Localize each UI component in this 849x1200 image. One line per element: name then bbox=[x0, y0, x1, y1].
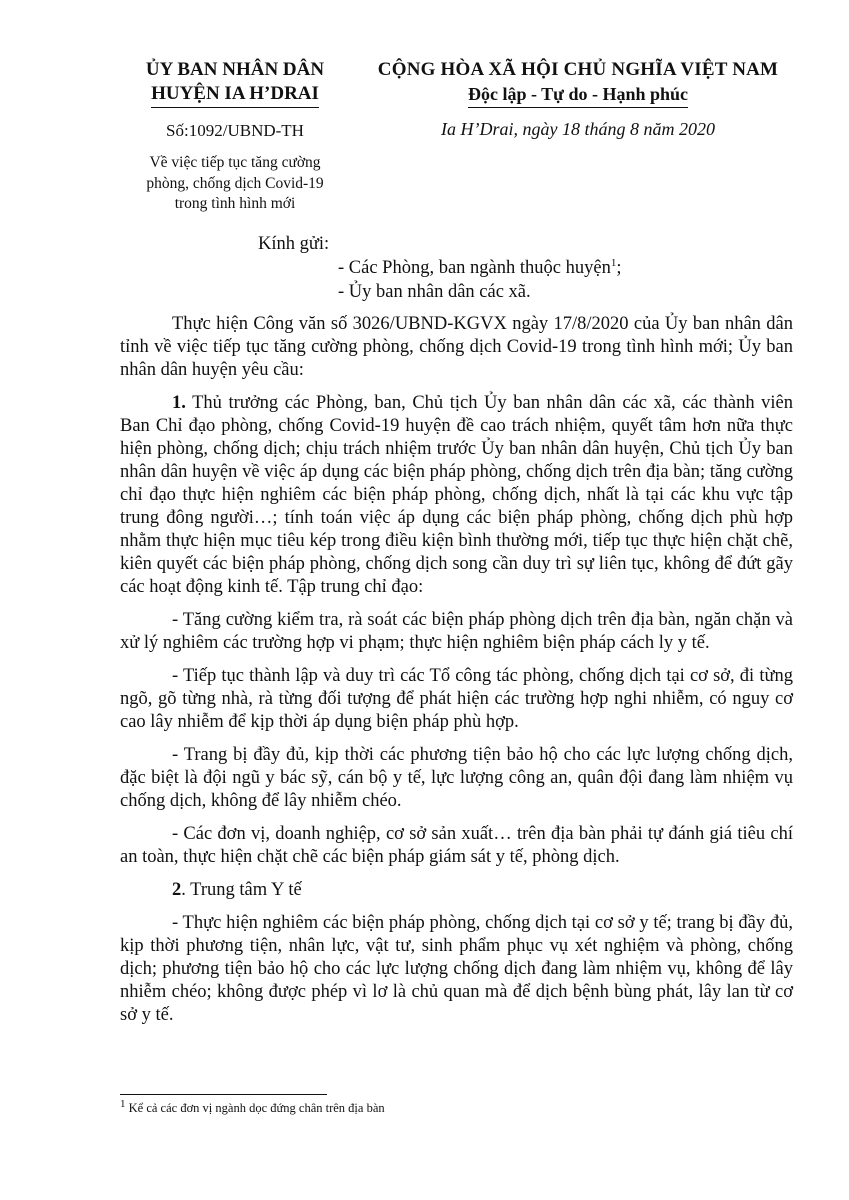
section-number: 2 bbox=[172, 880, 182, 900]
section-text: . Trung tâm Y tế bbox=[181, 880, 302, 900]
document-subject bbox=[112, 153, 358, 215]
recipient-text: - Các Phòng, ban ngành thuộc huyện bbox=[338, 258, 611, 278]
bullet-paragraph: - Thực hiện nghiêm các biện pháp phòng, chống dịch tại cơ sở y tế; trang bị đầy đủ, kịp thời phương tiện, nhân lực, vật tư, sinh phẩm phục vụ xét nghiệm và phòng, chống dịch; phương tiện bảo hộ cho các lực lượng chống dịch đang làm nhiệm vụ, không để lây nhiễm chéo; không được phép vì lơ là chủ quan mà để dịch bệnh bùng phát, lây lan từ cơ sở y tế. bbox=[120, 913, 793, 1025]
date-line: Ia H’Drai, ngày 18 tháng 8 năm 2020 bbox=[441, 119, 715, 139]
section-number: 1. bbox=[172, 393, 186, 413]
greeting: Kính gửi: bbox=[258, 234, 330, 254]
bullet-paragraph: - Tăng cường kiểm tra, rà soát các biện pháp phòng dịch trên địa bàn, ngăn chặn và xử lý nghiêm các trường hợp vi phạm; thực hiện nghiêm biện pháp cách ly y tế. bbox=[120, 610, 793, 653]
recipient-item: - Ủy ban nhân dân các xã. bbox=[338, 282, 531, 302]
bullet-paragraph: - Các đơn vị, doanh nghiệp, cơ sở sản xuất… trên địa bàn phải tự đánh giá tiêu chí an toàn, thực hiện chặt chẽ các biện pháp giám sát y tế, phòng dịch. bbox=[120, 824, 793, 867]
footnote bbox=[120, 1097, 385, 1116]
authority-line-1: ỦY BAN NHÂN DÂN bbox=[145, 59, 325, 80]
footnote-text: Kể cả các đơn vị ngành dọc đứng chân trên địa bàn bbox=[125, 1101, 385, 1115]
section-text: Thủ trưởng các Phòng, ban, Chủ tịch Ủy ban nhân dân các xã, các thành viên Ban Chỉ đạo phòng, chống Covid-19 huyện đề cao trách nhiệm, quyết tâm hơn nữa thực hiện phòng, chống dịch; chịu trách nhiệm trước Ủy ban nhân dân huyện, Chủ tịch Ủy ban nhân dân huyện về việc áp dụng các biện pháp phòng, chống dịch trên địa bàn; tăng cường chỉ đạo thực hiện nghiêm các biện pháp phòng, chống dịch, nhất là tại các khu vực tập trung đông người…; tính toán việc áp dụng các biện pháp phòng, chống dịch phù hợp nhằm thực hiện mục tiêu kép trong điều kiện bình thường mới, tiếp tục thực hiện chặt chẽ, kiên quyết các biện pháp phòng, chống dịch song cần duy trì sự liên tục, không để đứt gãy các hoạt động kinh tế. Tập trung chỉ đạo: bbox=[120, 393, 793, 597]
issuing-authority bbox=[112, 58, 358, 108]
document-body bbox=[120, 313, 793, 1037]
recipient-end: ; bbox=[616, 258, 622, 278]
recipient-item bbox=[338, 258, 621, 279]
bullet-paragraph: - Tiếp tục thành lập và duy trì các Tổ công tác phòng, chống dịch tại cơ sở, đi từng ngõ, gõ từng nhà, rà từng đối tượng để phát hiện các trường hợp nghi nhiễm, có nguy cơ cao lây nhiễm để kịp thời áp dụng biện pháp phù hợp. bbox=[120, 666, 793, 732]
document-number: Số:1092/UBND-TH bbox=[166, 121, 304, 140]
nation-name: CỘNG HÒA XÃ HỘI CHỦ NGHĨA VIỆT NAM bbox=[377, 59, 779, 80]
nation-motto: Độc lập - Tự do - Hạnh phúc bbox=[468, 82, 688, 108]
bullet-paragraph: - Trang bị đầy đủ, kịp thời các phương tiện bảo hộ cho các lực lượng chống dịch, đặc biệt là đội ngũ y bác sỹ, cán bộ y tế, lực lượng công an, quân đội đang làm nhiệm vụ chống dịch, không để lây nhiễm chéo. bbox=[120, 745, 793, 811]
footnote-separator bbox=[120, 1094, 327, 1095]
subject-line: phòng, chống dịch Covid-19 bbox=[146, 174, 324, 192]
footnote-ref: 1 bbox=[610, 256, 617, 269]
section-2-heading bbox=[120, 879, 793, 902]
intro-paragraph: Thực hiện Công văn số 3026/UBND-KGVX ngày 17/8/2020 của Ủy ban nhân dân tỉnh về việc tiếp tục tăng cường phòng, chống dịch Covid-19 trong tình hình mới; Ủy ban nhân dân huyện yêu cầu: bbox=[120, 314, 793, 380]
authority-line-2: HUYỆN IA H’DRAI bbox=[151, 82, 319, 108]
national-title bbox=[360, 58, 796, 108]
subject-line: Về việc tiếp tục tăng cường bbox=[149, 154, 321, 171]
section-1-paragraph bbox=[120, 392, 793, 599]
subject-line: trong tình hình mới bbox=[174, 195, 296, 212]
footnote-mark: 1 bbox=[120, 1097, 126, 1110]
